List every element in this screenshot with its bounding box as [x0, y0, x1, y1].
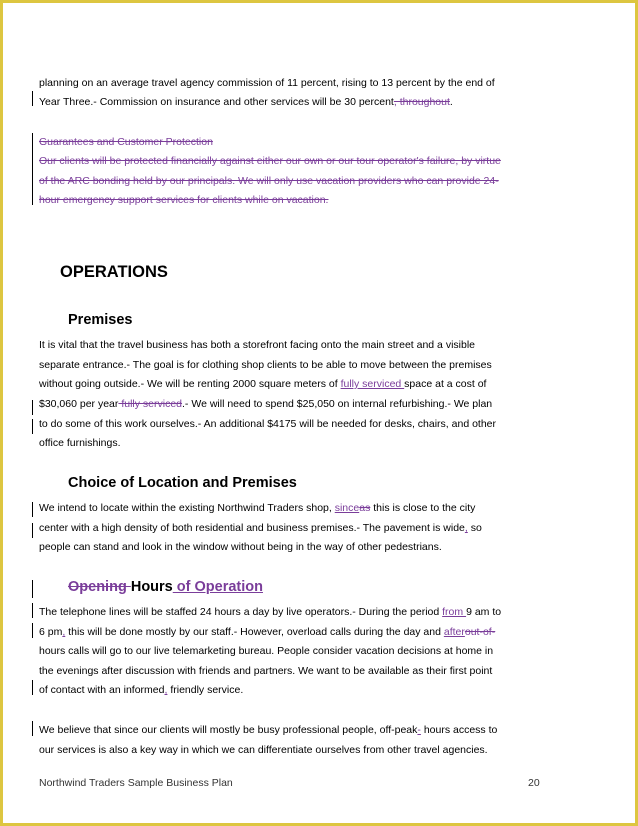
inserted-text: , — [464, 522, 468, 534]
inserted-text: after — [443, 626, 465, 638]
paragraph-line: planning on an average travel agency commission of 11 percent, rising to 13 percent by the end of — [39, 77, 495, 89]
text-run: . — [449, 96, 453, 108]
paragraph-line — [39, 605, 501, 619]
deleted-text: as — [359, 502, 371, 514]
change-bar — [32, 133, 33, 205]
paragraph-line: It is vital that the travel business has both a storefront facing onto the main street and a visible — [39, 339, 475, 351]
text-run: hours access to — [420, 724, 498, 736]
paragraph-line: the evenings after discussion with friends and partners. We want to be available as their first point — [39, 665, 493, 677]
paragraph-line — [39, 723, 497, 737]
paragraph-line: separate entrance.- The goal is for clothing shop clients to be able to move between the premises — [39, 359, 492, 371]
deleted-text: , throughout — [393, 96, 450, 108]
paragraph-line — [39, 501, 475, 515]
inserted-text: since — [334, 502, 360, 514]
paragraph-line: people can stand and look in the window without being in the way of other pedestrians. — [39, 541, 442, 553]
change-bar — [32, 91, 33, 106]
change-bar — [32, 523, 33, 538]
deleted-text: Opening — [68, 579, 131, 595]
change-bar — [32, 623, 33, 638]
change-bar — [32, 419, 33, 434]
text-run: so — [467, 522, 482, 534]
subsection-title: Premises — [68, 312, 133, 328]
paragraph-line — [39, 683, 243, 697]
paragraph-line — [39, 95, 453, 109]
change-bar — [32, 502, 33, 517]
deleted-text: fully serviced — [118, 398, 183, 410]
paragraph-line: hours calls will go to our live telemarketing bureau. People consider vacation decisions at home in — [39, 645, 494, 657]
text-run: 9 am to — [466, 606, 502, 618]
text-run: 6 pm — [39, 626, 63, 638]
text-run: - During the period — [352, 606, 443, 618]
paragraph-line — [39, 377, 486, 391]
page-number: 20 — [528, 777, 540, 789]
paragraph-line: our services is also a key way in which we can differentiate ourselves from other travel agencies. — [39, 744, 488, 756]
deleted-text: hour emergency support services for clients while on vacation. — [39, 194, 329, 206]
subsection-title: Choice of Location and Premises — [68, 475, 297, 491]
paragraph-line — [39, 521, 482, 535]
inserted-text: - — [417, 724, 421, 736]
paragraph-line: office furnishings. — [39, 437, 121, 449]
text-run: this will be done mostly by our staff.- However, overload calls during the day and — [65, 626, 444, 638]
text-run: without going outside.- We will be renting 2000 square meters of — [39, 378, 341, 390]
inserted-text: from — [442, 606, 467, 618]
deleted-heading: Guarantees and Customer Protection — [39, 136, 213, 148]
text-run: The telephone lines will be staffed 24 hours a day by live operators. — [39, 606, 353, 618]
text-run: of contact with an informed — [39, 684, 165, 696]
inserted-text: , — [62, 626, 66, 638]
text-run: .- We will need to spend $25,050 on internal refurbishing.- We plan — [182, 398, 493, 410]
text-run: We intend to locate within the existing Northwind Traders shop, — [39, 502, 335, 514]
subsection-title — [68, 579, 263, 595]
paragraph-line — [39, 625, 495, 639]
text-run: center with a high density of both residential and business premises.- The pavement is wide — [39, 522, 465, 534]
deleted-text: of the ARC bonding held by our principals. We will only use vacation providers who can provide 24- — [39, 175, 499, 187]
footer-title: Northwind Traders Sample Business Plan — [39, 777, 233, 789]
inserted-text: , — [164, 684, 168, 696]
change-bar — [32, 580, 33, 598]
text-run: space at a cost of — [404, 378, 487, 390]
change-bar — [32, 603, 33, 618]
change-bar — [32, 400, 33, 415]
change-bar — [32, 721, 33, 736]
inserted-text: of Operation — [172, 579, 263, 595]
text-run: $30,060 per year — [39, 398, 119, 410]
text-run: We believe that since our clients will mostly be busy professional people, off-peak — [39, 724, 418, 736]
section-title: OPERATIONS — [60, 263, 168, 281]
text-run: friendly service. — [167, 684, 244, 696]
inserted-text: fully serviced — [340, 378, 405, 390]
text-run: Year Three.- Commission on insurance and other services will be 30 percent — [39, 96, 394, 108]
paragraph-line — [39, 397, 492, 411]
deleted-text: Our clients will be protected financially against either our own or our tour operator's failure, by virtue — [39, 155, 501, 167]
deleted-text: out-of- — [464, 626, 496, 638]
paragraph-line: to do some of this work ourselves.- An additional $4175 will be needed for desks, chairs, and other — [39, 418, 497, 430]
change-bar — [32, 680, 33, 695]
text-run: this is close to the city — [370, 502, 476, 514]
title-text: Hours — [130, 579, 173, 595]
